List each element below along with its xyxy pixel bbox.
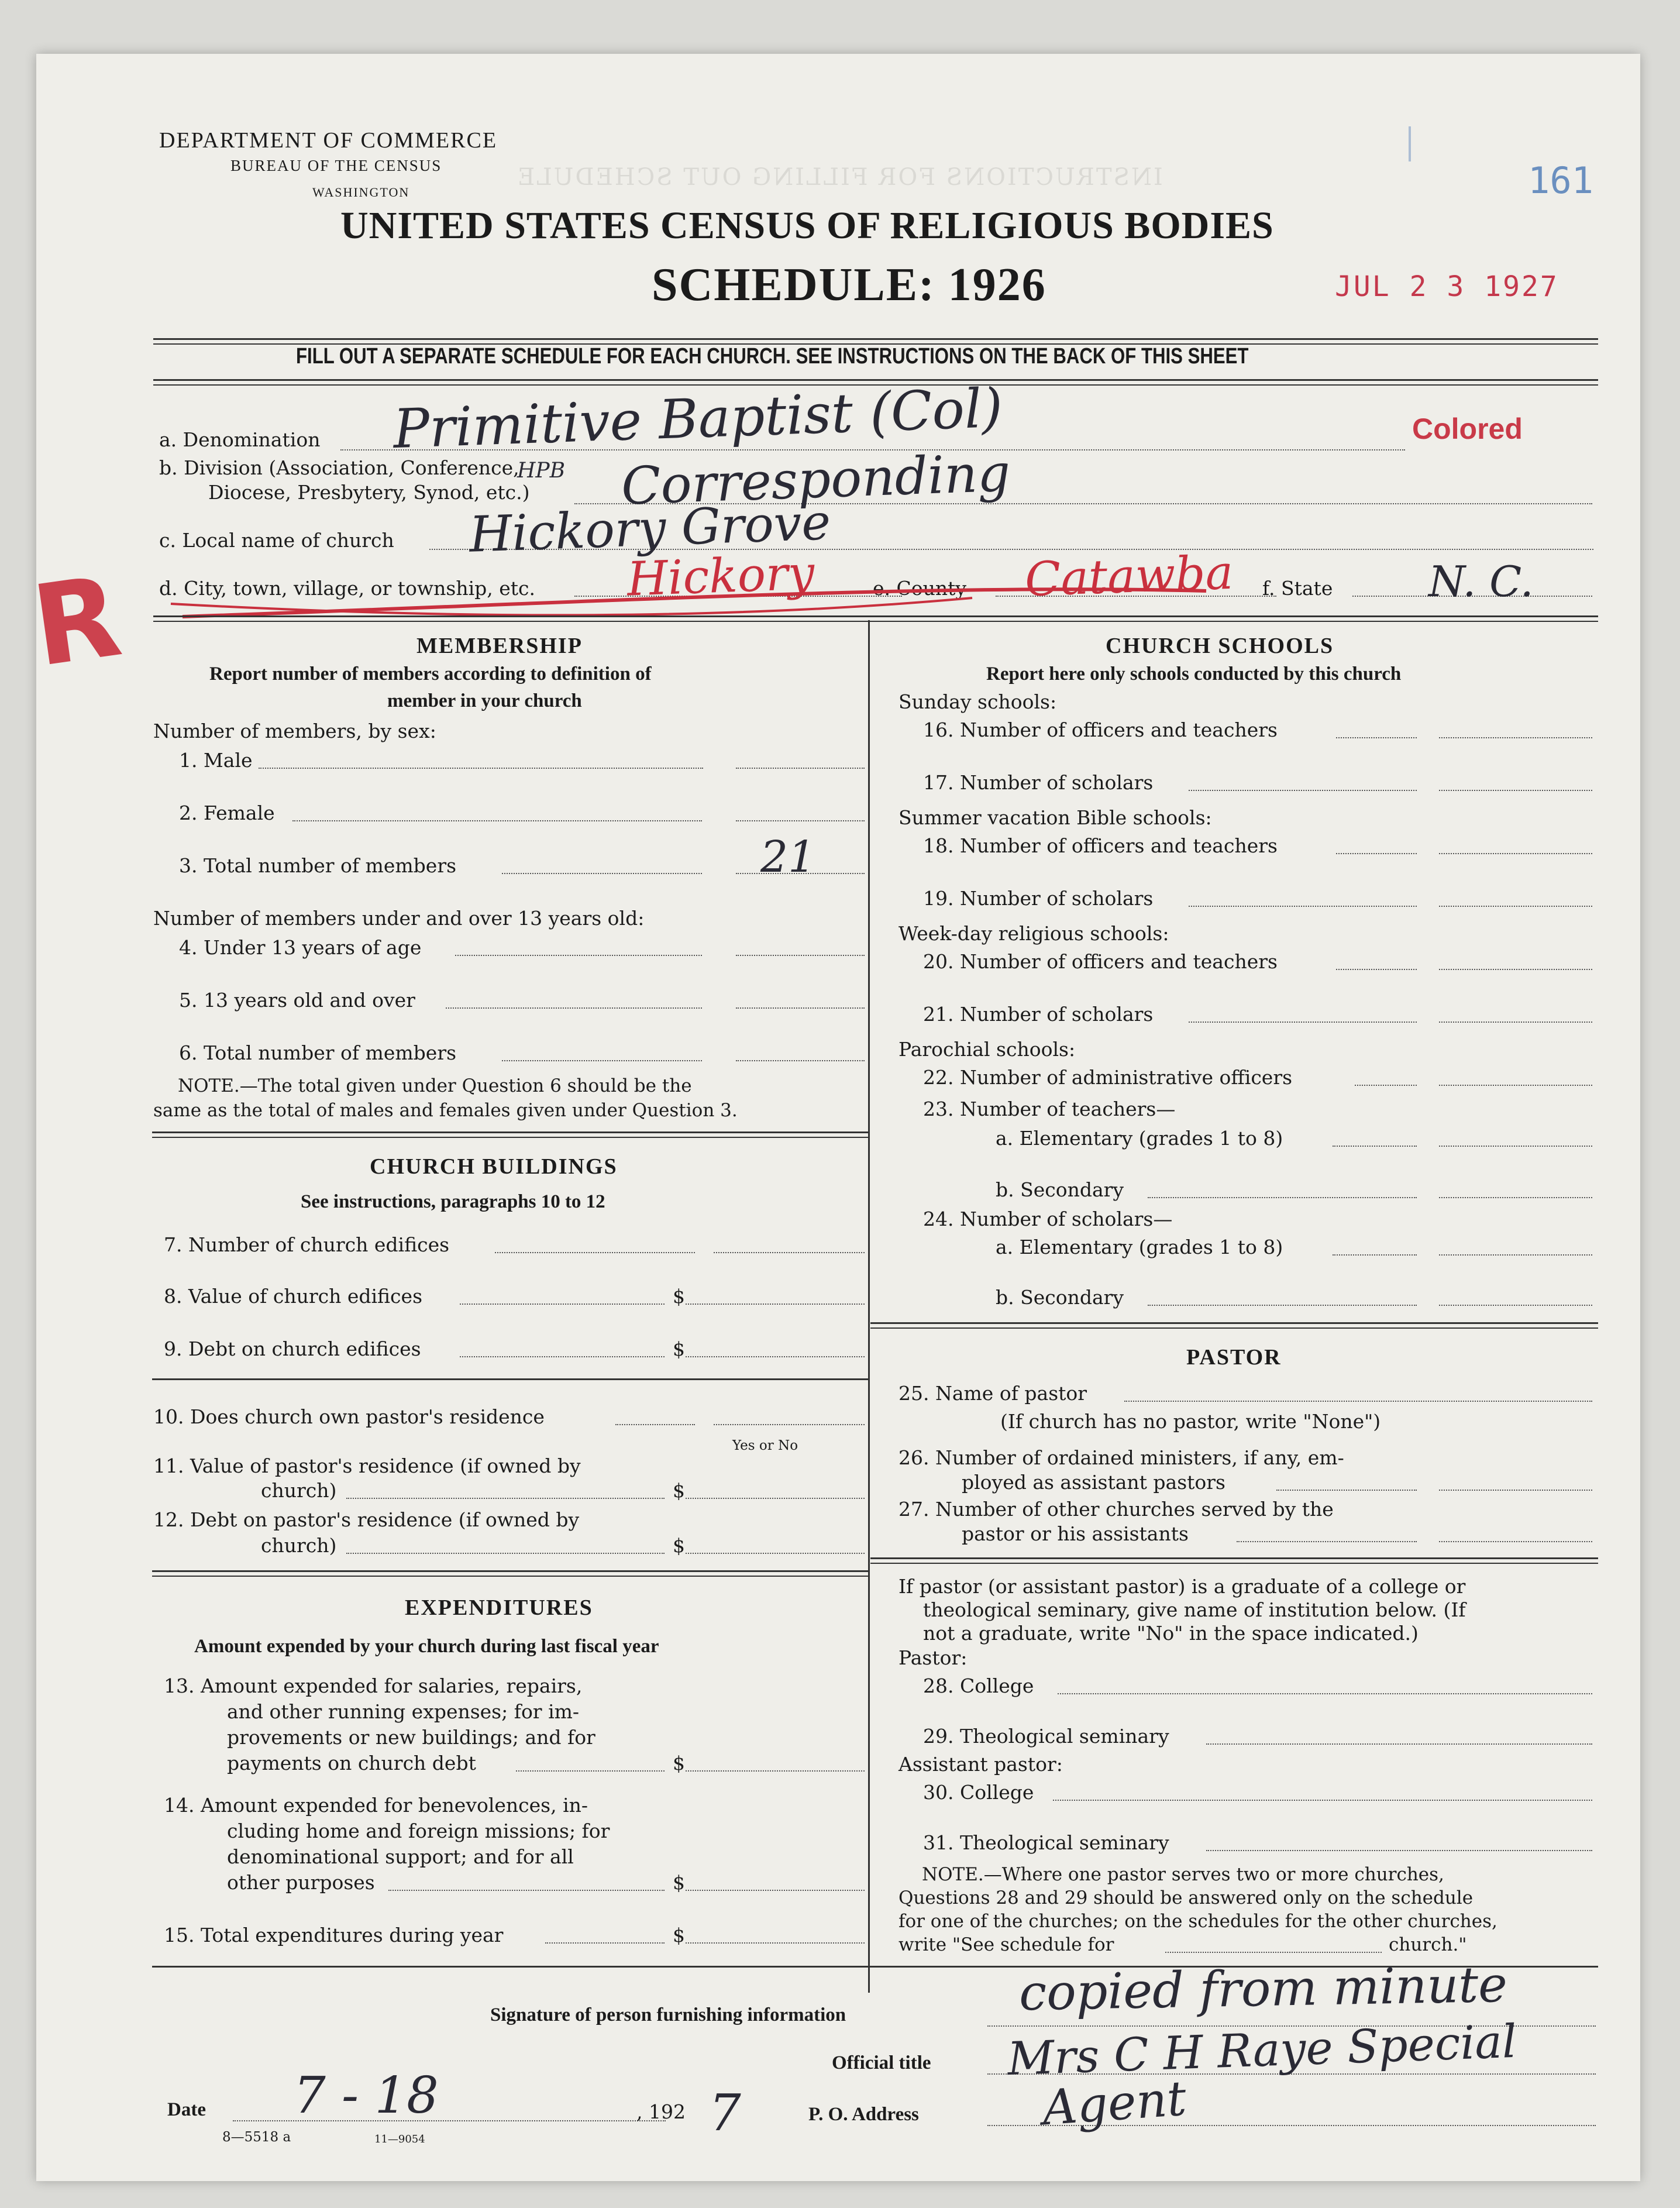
- q24a-label: a. Elementary (grades 1 to 8): [996, 1236, 1283, 1258]
- q2-label: 2. Female: [179, 802, 275, 824]
- membership-note-2: same as the total of males and females given under Question 3.: [153, 1100, 738, 1121]
- q8-answer-line[interactable]: [686, 1304, 865, 1305]
- q11-answer-line[interactable]: [686, 1498, 865, 1499]
- schools-heading: CHURCH SCHOOLS: [1106, 634, 1334, 658]
- q15-label: 15. Total expenditures during year: [164, 1924, 504, 1946]
- q26-answer-line[interactable]: [1439, 1490, 1592, 1491]
- q24a-line: [1333, 1254, 1417, 1256]
- q24b-line: [1148, 1305, 1417, 1306]
- q20-line: [1336, 969, 1417, 970]
- colored-stamp: Colored: [1412, 412, 1523, 445]
- city-label: d. City, town, village, or township, etc.: [159, 577, 536, 600]
- division-prefix-mark: HPB: [517, 459, 566, 483]
- buildings-bottom-rule: [152, 1570, 868, 1577]
- local-name-label: c. Local name of church: [159, 529, 394, 552]
- q14-answer-line[interactable]: [686, 1890, 865, 1891]
- q22-label: 22. Number of administrative officers: [923, 1066, 1293, 1089]
- q7-line: [495, 1252, 695, 1253]
- q27-label-2: pastor or his assistants: [962, 1522, 1189, 1545]
- assistant-pastor-label: Assistant pastor:: [898, 1753, 1063, 1776]
- q17-line: [1189, 790, 1417, 791]
- q7-label: 7. Number of church edifices: [164, 1233, 450, 1256]
- q14-label-1: 14. Amount expended for benevolences, in-: [164, 1794, 588, 1817]
- date-label: Date: [167, 2099, 206, 2120]
- q23a-label: a. Elementary (grades 1 to 8): [996, 1127, 1283, 1150]
- membership-note-1: NOTE.—The total given under Question 6 should be the: [178, 1075, 692, 1096]
- q15-line: [545, 1942, 665, 1944]
- po-address-label: P. O. Address: [808, 2104, 919, 2125]
- q26-line: [1276, 1490, 1417, 1491]
- membership-sub-2: member in your church: [387, 690, 582, 711]
- fill-out-instruction: FILL OUT A SEPARATE SCHEDULE FOR EACH CHURCH. SEE INSTRUCTIONS ON THE BACK OF THIS SHEET: [296, 344, 1249, 369]
- q14-label-4: other purposes: [227, 1871, 375, 1894]
- sunday-schools-label: Sunday schools:: [898, 690, 1057, 713]
- membership-heading: MEMBERSHIP: [416, 634, 583, 658]
- schools-sub: Report here only schools conducted by this church: [986, 663, 1402, 685]
- q24a-answer-line[interactable]: [1439, 1254, 1592, 1256]
- date-value[interactable]: 7 - 18: [294, 2066, 439, 2125]
- bleed-through-heading: INSTRUCTIONS FOR FILLING OUT SCHEDULE: [516, 164, 1163, 191]
- q14-dollar: $: [673, 1871, 685, 1894]
- division-value[interactable]: Corresponding: [620, 442, 1011, 517]
- q9-answer-line[interactable]: [686, 1356, 865, 1357]
- q26-label-2: ployed as assistant pastors: [962, 1471, 1225, 1494]
- q14-label-3: denominational support; and for all: [227, 1845, 574, 1868]
- q2-answer-line[interactable]: [736, 820, 865, 821]
- q27-line: [1237, 1541, 1417, 1542]
- q13-label-2: and other running expenses; for im-: [227, 1700, 580, 1723]
- buildings-mid-rule: [152, 1378, 868, 1380]
- q19-label: 19. Number of scholars: [923, 887, 1154, 910]
- q10-answer-line[interactable]: [714, 1424, 865, 1425]
- pastor-heading: PASTOR: [1186, 1345, 1282, 1370]
- buildings-heading: CHURCH BUILDINGS: [370, 1154, 618, 1179]
- weekday-schools-label: Week-day religious schools:: [898, 922, 1169, 945]
- q15-dollar: $: [673, 1924, 685, 1946]
- state-label: f. State: [1262, 577, 1333, 600]
- form-number: 8—5518 a: [222, 2130, 291, 2145]
- denomination-value[interactable]: Primitive Baptist (Col): [392, 376, 1004, 461]
- graduate-instruction-2: theological seminary, give name of institution below. (If: [923, 1598, 1466, 1621]
- pastor-note-1: NOTE.—Where one pastor serves two or more churches,: [922, 1864, 1444, 1885]
- q23a-line: [1333, 1146, 1417, 1147]
- q8-label: 8. Value of church edifices: [164, 1285, 423, 1308]
- q4-label: 4. Under 13 years of age: [179, 936, 422, 959]
- q16-label: 16. Number of officers and teachers: [923, 718, 1278, 741]
- signature-value[interactable]: copied from minute: [1018, 1955, 1508, 2022]
- city-name: WASHINGTON: [312, 185, 410, 200]
- pastor-mid-rule: [870, 1557, 1598, 1564]
- q2-line: [292, 820, 702, 821]
- q12-answer-line[interactable]: [686, 1553, 865, 1554]
- bureau-name: BUREAU OF THE CENSUS: [230, 157, 442, 174]
- q18-line: [1336, 853, 1417, 854]
- pastor-note-blank[interactable]: [1165, 1952, 1382, 1953]
- q23b-answer-line[interactable]: [1439, 1197, 1592, 1198]
- q30-label: 30. College: [923, 1781, 1034, 1804]
- pastor-note-4b: church.": [1389, 1934, 1467, 1955]
- q20-answer-line[interactable]: [1439, 969, 1592, 970]
- pastor-note-2: Questions 28 and 29 should be answered only on the schedule: [898, 1887, 1474, 1908]
- graduate-instruction-1: If pastor (or assistant pastor) is a graduate of a college or: [898, 1575, 1466, 1598]
- q27-answer-line[interactable]: [1439, 1541, 1592, 1542]
- official-title-label: Official title: [832, 2052, 931, 2073]
- q22-line: [1355, 1085, 1417, 1086]
- official-title-value[interactable]: Mrs C H Raye Special: [1006, 2015, 1518, 2086]
- q4-answer-line[interactable]: [736, 955, 865, 956]
- q8-dollar: $: [673, 1285, 685, 1308]
- q13-line: [516, 1770, 665, 1772]
- q9-label: 9. Debt on church edifices: [164, 1337, 421, 1360]
- q28-line[interactable]: [1058, 1693, 1592, 1694]
- q10-line: [615, 1424, 695, 1425]
- margin-mark: R: [25, 551, 128, 692]
- pastor-note-3: for one of the churches; on the schedules for the other churches,: [898, 1911, 1497, 1932]
- q31-label: 31. Theological seminary: [923, 1831, 1169, 1854]
- q1-label: 1. Male: [179, 749, 253, 772]
- q5-answer-line[interactable]: [736, 1007, 865, 1009]
- year-prefix: , 192: [636, 2100, 686, 2123]
- q14-label-2: cluding home and foreign missions; for: [227, 1820, 610, 1842]
- q29-label: 29. Theological seminary: [923, 1725, 1169, 1748]
- county-label: e. County: [873, 577, 967, 600]
- q31-line[interactable]: [1206, 1850, 1592, 1851]
- q11-line: [346, 1498, 665, 1499]
- q11-label-2: church): [261, 1479, 337, 1502]
- received-number-stamp: 161: [1528, 159, 1593, 202]
- q3-label: 3. Total number of members: [179, 854, 457, 877]
- q8-line: [460, 1304, 665, 1305]
- city-value[interactable]: Hickory: [626, 545, 815, 607]
- q14-line: [388, 1890, 665, 1891]
- q24-label: 24. Number of scholars—: [923, 1208, 1173, 1230]
- q6-line: [502, 1060, 702, 1061]
- q25-line[interactable]: [1124, 1401, 1592, 1402]
- q24b-answer-line[interactable]: [1439, 1305, 1592, 1306]
- q18-answer-line[interactable]: [1439, 853, 1592, 854]
- q30-line[interactable]: [1053, 1800, 1592, 1801]
- county-value[interactable]: Catawba: [1024, 545, 1234, 607]
- expenditures-heading: EXPENDITURES: [405, 1595, 593, 1620]
- q23-label: 23. Number of teachers—: [923, 1098, 1176, 1120]
- q17-answer-line[interactable]: [1439, 790, 1592, 791]
- q4-line: [455, 955, 702, 956]
- local-name-value[interactable]: Hickory Grove: [468, 493, 832, 563]
- print-number: 11—9054: [374, 2133, 425, 2145]
- q23b-label: b. Secondary: [996, 1178, 1124, 1201]
- q12-label-1: 12. Debt on pastor's residence (if owned by: [153, 1508, 580, 1531]
- q13-label-3: provements or new buildings; and for: [227, 1726, 595, 1749]
- members-by-age-label: Number of members under and over 13 years old:: [153, 907, 645, 930]
- q18-label: 18. Number of officers and teachers: [923, 834, 1278, 857]
- membership-bottom-rule: [152, 1131, 868, 1138]
- q15-answer-line[interactable]: [686, 1942, 865, 1944]
- department-name: DEPARTMENT OF COMMERCE: [159, 128, 498, 153]
- signature-label: Signature of person furnishing information: [490, 2004, 846, 2025]
- q16-answer-line[interactable]: [1439, 737, 1592, 738]
- yes-or-no-hint: Yes or No: [732, 1438, 798, 1453]
- q10-label: 10. Does church own pastor's residence: [153, 1405, 545, 1428]
- po-address-value[interactable]: Agent: [1040, 2071, 1189, 2137]
- q9-line: [460, 1356, 665, 1357]
- denomination-label: a. Denomination: [159, 428, 321, 451]
- q29-line[interactable]: [1206, 1743, 1592, 1745]
- column-divider: [868, 620, 870, 1993]
- members-by-sex-label: Number of members, by sex:: [153, 720, 436, 742]
- schedule-title: SCHEDULE: 1926: [652, 259, 1046, 311]
- division-label-line-1: b. Division (Association, Conference,: [159, 456, 519, 479]
- expenditures-sub: Amount expended by your church during last fiscal year: [194, 1636, 659, 1657]
- q13-label-4: payments on church debt: [227, 1752, 476, 1774]
- q7-answer-line[interactable]: [714, 1252, 865, 1253]
- q12-line: [346, 1553, 665, 1554]
- buildings-sub: See instructions, paragraphs 10 to 12: [301, 1191, 605, 1212]
- q27-label-1: 27. Number of other churches served by the: [898, 1498, 1334, 1521]
- q21-line: [1189, 1022, 1417, 1023]
- q1-answer-line[interactable]: [736, 768, 865, 769]
- pastor-education-label: Pastor:: [898, 1646, 968, 1669]
- red-correction-marks: [36, 54, 1640, 697]
- q22-answer-line[interactable]: [1439, 1085, 1592, 1086]
- q11-label-1: 11. Value of pastor's residence (if owned by: [153, 1454, 581, 1477]
- received-date-stamp: JUL 2 3 1927: [1335, 270, 1559, 303]
- membership-sub-1: Report number of members according to definition of: [209, 663, 652, 685]
- schools-bottom-rule: [870, 1322, 1598, 1329]
- q17-label: 17. Number of scholars: [923, 771, 1154, 794]
- q6-label: 6. Total number of members: [179, 1041, 457, 1064]
- q5-label: 5. 13 years old and over: [179, 989, 415, 1012]
- q26-label-1: 26. Number of ordained ministers, if any, em-: [898, 1446, 1344, 1469]
- q21-answer-line[interactable]: [1439, 1022, 1592, 1023]
- identification-bottom-rule: [153, 615, 1598, 622]
- year-value[interactable]: 7: [709, 2084, 741, 2142]
- q3-value[interactable]: 21: [760, 832, 816, 882]
- q25-label: 25. Name of pastor: [898, 1382, 1087, 1405]
- division-label-line-2: Diocese, Presbytery, Synod, etc.): [208, 481, 530, 504]
- q3-line: [502, 873, 702, 874]
- q19-answer-line[interactable]: [1439, 906, 1592, 907]
- q24b-label: b. Secondary: [996, 1286, 1124, 1309]
- q5-line: [446, 1007, 702, 1009]
- q1-line: [259, 768, 703, 769]
- state-value[interactable]: N. C.: [1428, 557, 1534, 606]
- q12-label-2: church): [261, 1534, 337, 1557]
- q28-label: 28. College: [923, 1674, 1034, 1697]
- q20-label: 20. Number of officers and teachers: [923, 950, 1278, 973]
- parochial-schools-label: Parochial schools:: [898, 1038, 1076, 1061]
- q21-label: 21. Number of scholars: [923, 1003, 1154, 1026]
- census-schedule-sheet: [25, 54, 1640, 2181]
- q6-answer-line[interactable]: [736, 1060, 865, 1061]
- pastor-note-4a: write "See schedule for: [898, 1934, 1114, 1955]
- q23a-answer-line[interactable]: [1439, 1146, 1592, 1147]
- q23b-line: [1148, 1197, 1417, 1198]
- q13-label-1: 13. Amount expended for salaries, repairs,: [164, 1674, 583, 1697]
- q13-dollar: $: [673, 1752, 685, 1774]
- q19-line: [1189, 906, 1417, 907]
- q25-note: (If church has no pastor, write "None"): [1000, 1410, 1381, 1433]
- q9-dollar: $: [673, 1337, 685, 1360]
- q11-dollar: $: [673, 1479, 685, 1502]
- graduate-instruction-3: not a graduate, write "No" in the space indicated.): [923, 1622, 1419, 1645]
- form-title: UNITED STATES CENSUS OF RELIGIOUS BODIES: [340, 204, 1274, 247]
- summer-schools-label: Summer vacation Bible schools:: [898, 806, 1212, 829]
- q12-dollar: $: [673, 1534, 685, 1557]
- q13-answer-line[interactable]: [686, 1770, 865, 1772]
- q16-line: [1336, 737, 1417, 738]
